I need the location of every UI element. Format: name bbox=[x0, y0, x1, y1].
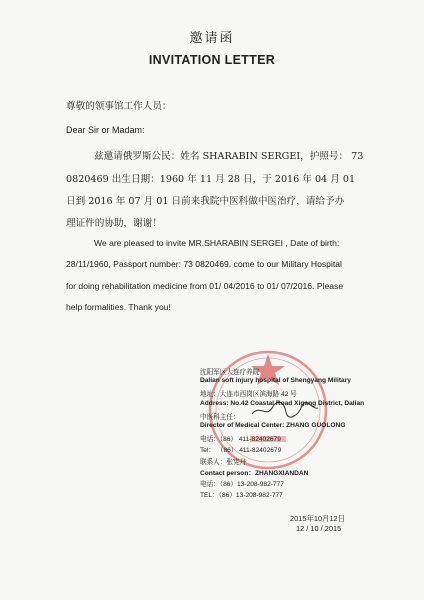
title-chinese: 邀请函 bbox=[189, 31, 235, 46]
contact-line: 中医科主任： bbox=[200, 414, 240, 421]
salutation-english: Dear Sir or Madam: bbox=[66, 125, 145, 135]
english-paragraph-line: We are pleased to invite MR.SHARABIN SERGEI , Date of birth: bbox=[94, 238, 340, 248]
title-english: INVITATION LETTER bbox=[148, 53, 276, 67]
chinese-paragraph-line: 0820469 出生日期：1960 年 11 月 28 日，于 2016 年 04 月 01 bbox=[66, 174, 356, 185]
contact-line: 电话：（86）13-208-982-777 bbox=[200, 481, 284, 488]
contact-line: Dalian soft injury hospital of Shengyang Military bbox=[200, 377, 351, 384]
contact-line: TEL：（86）13-208-982-777 bbox=[200, 492, 283, 499]
date-chinese: 2015年10月12日 bbox=[290, 514, 346, 523]
contact-line: 联系人：张宪丹 bbox=[200, 459, 247, 466]
english-paragraph-line: 28/11/1960, Passport number: 73 0820469. come to our Military Hospital bbox=[66, 259, 342, 269]
chinese-paragraph-line: 理证件的协助，谢谢！ bbox=[66, 218, 162, 229]
chinese-paragraph-line: 日到 2016 年 07 月 01 日前来我院中医科做中医治疗，请给予办 bbox=[66, 196, 345, 207]
contact-line: Tel： （86） 411-82402679 bbox=[200, 447, 282, 454]
salutation-chinese: 尊敬的领事馆工作人员： bbox=[66, 101, 172, 112]
contact-line: Director of Medical Center: ZHANG GUOLONG bbox=[200, 422, 346, 429]
contact-line: Contact person：ZHANGXIANDAN bbox=[200, 470, 309, 477]
date-english: 12 / 10 / 2015 bbox=[296, 524, 342, 533]
english-paragraph-line: for doing rehabilitation medicine from 01/ 04/2016 to 01/ 07/2016. Please bbox=[66, 281, 344, 291]
contact-line: 沈阳军区大连疗养院 bbox=[200, 369, 260, 376]
english-paragraph-line: help formalities. Thank you! bbox=[66, 302, 171, 312]
contact-line: 地址：大连市西岗区滨海路 42 号 bbox=[200, 391, 297, 398]
contact-line: 电话：（86） 411-82402679 bbox=[200, 436, 281, 443]
contact-line: Address: No.42 Coastal Road Xigang District, Dalian bbox=[200, 400, 365, 407]
chinese-paragraph-line: 兹邀请俄罗斯公民：姓名 SHARABIN SERGEI，护照号： 73 bbox=[94, 151, 364, 162]
